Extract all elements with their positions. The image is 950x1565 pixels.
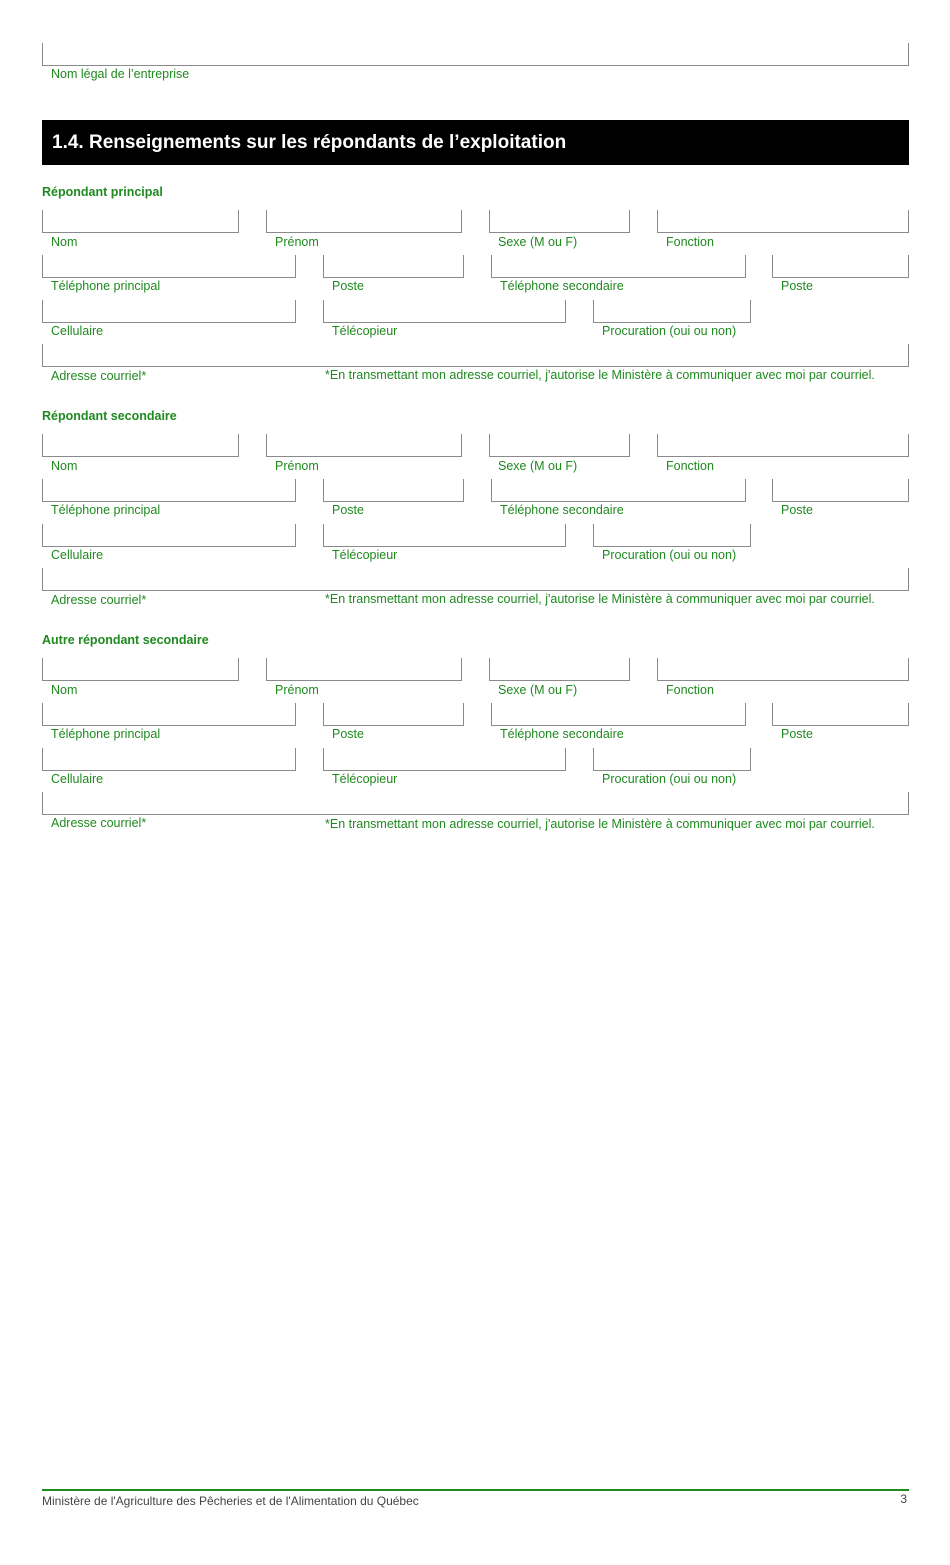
poste-2-input[interactable] bbox=[773, 703, 908, 725]
procuration-field[interactable] bbox=[593, 748, 751, 771]
poste-2-input[interactable] bbox=[773, 255, 908, 277]
procuration-label: Procuration (oui ou non) bbox=[602, 548, 737, 562]
footer-divider bbox=[42, 1489, 909, 1491]
tel-principal-label: Téléphone principal bbox=[51, 279, 161, 293]
poste-2-label: Poste bbox=[781, 503, 813, 517]
sexe-label: Sexe (M ou F) bbox=[498, 459, 578, 473]
sexe-field[interactable] bbox=[489, 658, 630, 681]
fonction-label: Fonction bbox=[666, 683, 714, 697]
sexe-input[interactable] bbox=[490, 658, 629, 680]
courriel-input[interactable] bbox=[43, 568, 908, 590]
telecopieur-field[interactable] bbox=[323, 300, 566, 323]
respondent-title: Autre répondant secondaire bbox=[42, 633, 209, 647]
procuration-field[interactable] bbox=[593, 524, 751, 547]
tel-principal-label: Téléphone principal bbox=[51, 727, 161, 741]
procuration-input[interactable] bbox=[594, 748, 750, 770]
courriel-field[interactable] bbox=[42, 568, 909, 591]
poste-1-field[interactable] bbox=[323, 479, 464, 502]
fonction-field[interactable] bbox=[657, 658, 909, 681]
nom-input[interactable] bbox=[43, 434, 238, 456]
sexe-field[interactable] bbox=[489, 210, 630, 233]
nom-field[interactable] bbox=[42, 658, 239, 681]
tel-principal-field[interactable] bbox=[42, 255, 296, 278]
poste-1-label: Poste bbox=[332, 727, 364, 741]
poste-2-field[interactable] bbox=[772, 479, 909, 502]
telecopieur-label: Télécopieur bbox=[332, 548, 398, 562]
poste-2-input[interactable] bbox=[773, 479, 908, 501]
cellulaire-input[interactable] bbox=[43, 300, 295, 322]
tel-secondaire-input[interactable] bbox=[492, 703, 745, 725]
telecopieur-input[interactable] bbox=[324, 524, 565, 546]
nom-field[interactable] bbox=[42, 210, 239, 233]
sexe-label: Sexe (M ou F) bbox=[498, 683, 578, 697]
tel-secondaire-field[interactable] bbox=[491, 479, 746, 502]
tel-secondaire-field[interactable] bbox=[491, 255, 746, 278]
poste-2-label: Poste bbox=[781, 727, 813, 741]
procuration-field[interactable] bbox=[593, 300, 751, 323]
fonction-label: Fonction bbox=[666, 235, 714, 249]
procuration-input[interactable] bbox=[594, 300, 750, 322]
prenom-label: Prénom bbox=[275, 235, 319, 249]
procuration-input[interactable] bbox=[594, 524, 750, 546]
cellulaire-input[interactable] bbox=[43, 748, 295, 770]
telecopieur-label: Télécopieur bbox=[332, 324, 398, 338]
courriel-input[interactable] bbox=[43, 344, 908, 366]
tel-principal-label: Téléphone principal bbox=[51, 503, 161, 517]
tel-secondaire-input[interactable] bbox=[492, 479, 745, 501]
sexe-field[interactable] bbox=[489, 434, 630, 457]
fonction-input[interactable] bbox=[658, 658, 908, 680]
courriel-consent-note: *En transmettant mon adresse courriel, j'autorise le Ministère à communiquer avec moi par courriel. bbox=[325, 368, 875, 382]
cellulaire-field[interactable] bbox=[42, 300, 296, 323]
telecopieur-label: Télécopieur bbox=[332, 772, 398, 786]
poste-1-label: Poste bbox=[332, 279, 364, 293]
respondent-title: Répondant principal bbox=[42, 185, 163, 199]
cellulaire-field[interactable] bbox=[42, 748, 296, 771]
poste-1-label: Poste bbox=[332, 503, 364, 517]
footer-ministry: Ministère de l'Agriculture des Pêcheries et de l'Alimentation du Québec bbox=[42, 1494, 419, 1508]
cellulaire-label: Cellulaire bbox=[51, 548, 104, 562]
tel-secondaire-field[interactable] bbox=[491, 703, 746, 726]
courriel-field[interactable] bbox=[42, 792, 909, 815]
poste-2-field[interactable] bbox=[772, 255, 909, 278]
cellulaire-label: Cellulaire bbox=[51, 324, 104, 338]
prenom-input[interactable] bbox=[267, 658, 461, 680]
legal-name-field[interactable] bbox=[42, 43, 909, 66]
tel-secondaire-label: Téléphone secondaire bbox=[500, 503, 624, 517]
fonction-field[interactable] bbox=[657, 434, 909, 457]
section-title: 1.4. Renseignements sur les répondants de l’exploitation bbox=[42, 120, 909, 165]
fonction-input[interactable] bbox=[658, 434, 908, 456]
nom-input[interactable] bbox=[43, 210, 238, 232]
nom-label: Nom bbox=[51, 459, 78, 473]
nom-label: Nom bbox=[51, 235, 78, 249]
courriel-label: Adresse courriel* bbox=[51, 593, 147, 607]
procuration-label: Procuration (oui ou non) bbox=[602, 772, 737, 786]
courriel-label: Adresse courriel* bbox=[51, 816, 147, 830]
telecopieur-input[interactable] bbox=[324, 748, 565, 770]
courriel-input[interactable] bbox=[43, 792, 908, 814]
tel-secondaire-input[interactable] bbox=[492, 255, 745, 277]
tel-principal-field[interactable] bbox=[42, 703, 296, 726]
prenom-input[interactable] bbox=[267, 210, 461, 232]
legal-name-input[interactable] bbox=[43, 43, 908, 65]
prenom-field[interactable] bbox=[266, 658, 462, 681]
prenom-field[interactable] bbox=[266, 210, 462, 233]
telecopieur-field[interactable] bbox=[323, 748, 566, 771]
poste-1-input[interactable] bbox=[324, 703, 463, 725]
page-number: 3 bbox=[900, 1492, 907, 1506]
tel-principal-field[interactable] bbox=[42, 479, 296, 502]
telecopieur-input[interactable] bbox=[324, 300, 565, 322]
courriel-consent-note: *En transmettant mon adresse courriel, j'autorise le Ministère à communiquer avec moi par courriel. bbox=[325, 592, 875, 606]
prenom-label: Prénom bbox=[275, 459, 319, 473]
tel-secondaire-label: Téléphone secondaire bbox=[500, 279, 624, 293]
procuration-label: Procuration (oui ou non) bbox=[602, 324, 737, 338]
nom-field[interactable] bbox=[42, 434, 239, 457]
poste-1-input[interactable] bbox=[324, 479, 463, 501]
poste-1-input[interactable] bbox=[324, 255, 463, 277]
respondent-title: Répondant secondaire bbox=[42, 409, 177, 423]
telecopieur-field[interactable] bbox=[323, 524, 566, 547]
cellulaire-input[interactable] bbox=[43, 524, 295, 546]
cellulaire-field[interactable] bbox=[42, 524, 296, 547]
prenom-label: Prénom bbox=[275, 683, 319, 697]
poste-1-field[interactable] bbox=[323, 255, 464, 278]
sexe-input[interactable] bbox=[490, 210, 629, 232]
poste-2-label: Poste bbox=[781, 279, 813, 293]
legal-name-label: Nom légal de l’entreprise bbox=[51, 67, 190, 81]
fonction-label: Fonction bbox=[666, 459, 714, 473]
tel-principal-input[interactable] bbox=[43, 255, 295, 277]
nom-input[interactable] bbox=[43, 658, 238, 680]
sexe-label: Sexe (M ou F) bbox=[498, 235, 578, 249]
nom-label: Nom bbox=[51, 683, 78, 697]
fonction-field[interactable] bbox=[657, 210, 909, 233]
tel-principal-input[interactable] bbox=[43, 479, 295, 501]
tel-secondaire-label: Téléphone secondaire bbox=[500, 727, 624, 741]
prenom-field[interactable] bbox=[266, 434, 462, 457]
sexe-input[interactable] bbox=[490, 434, 629, 456]
courriel-field[interactable] bbox=[42, 344, 909, 367]
courriel-label: Adresse courriel* bbox=[51, 369, 147, 383]
prenom-input[interactable] bbox=[267, 434, 461, 456]
cellulaire-label: Cellulaire bbox=[51, 772, 104, 786]
poste-1-field[interactable] bbox=[323, 703, 464, 726]
fonction-input[interactable] bbox=[658, 210, 908, 232]
poste-2-field[interactable] bbox=[772, 703, 909, 726]
courriel-consent-note: *En transmettant mon adresse courriel, j'autorise le Ministère à communiquer avec moi par courriel. bbox=[325, 817, 875, 831]
tel-principal-input[interactable] bbox=[43, 703, 295, 725]
